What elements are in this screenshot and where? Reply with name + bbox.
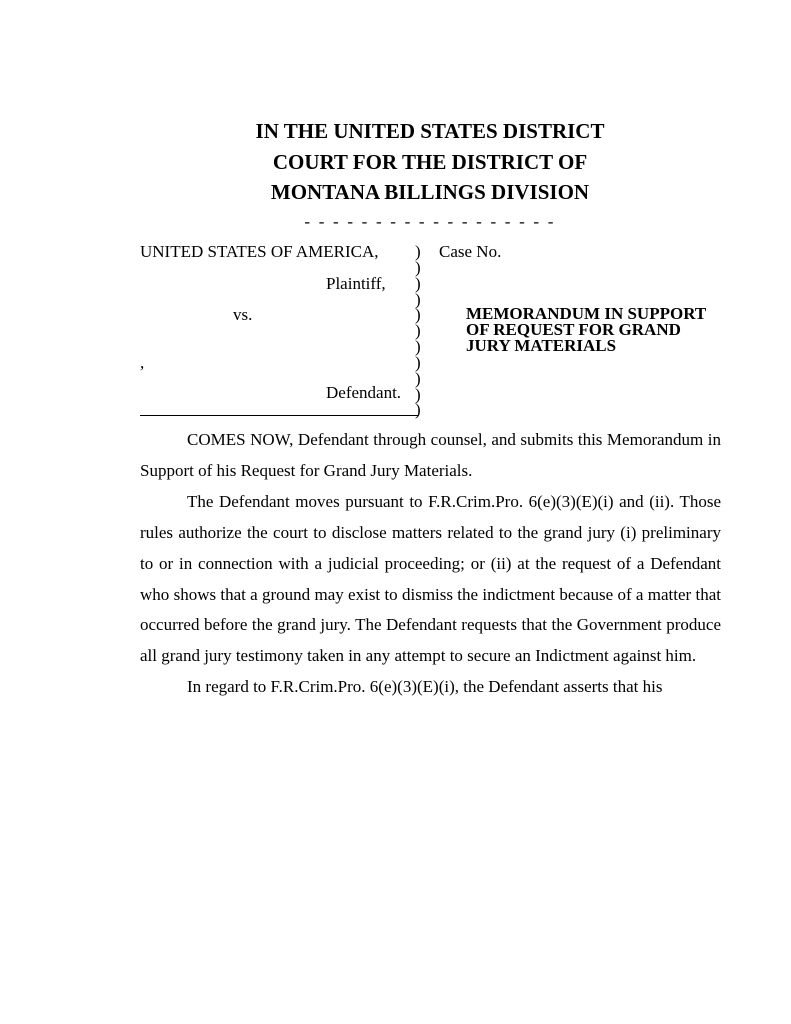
court-heading [140, 116, 720, 208]
document-title-line-3: JURY MATERIALS [466, 336, 617, 355]
court-heading-line-2: COURT FOR THE DISTRICT OF [272, 149, 588, 174]
court-heading-line-1: IN THE UNITED STATES DISTRICT [255, 119, 605, 143]
document-title-line-1: MEMORANDUM IN SUPPORT [466, 304, 707, 323]
heading-separator: - - - - - - - - - - - - - - - - - - [304, 212, 556, 231]
caption-paren: ) [415, 242, 421, 261]
caption-paren: ) [415, 337, 421, 357]
plaintiff-name: UNITED STATES OF AMERICA, [140, 242, 379, 261]
caption-paren: ) [415, 384, 421, 404]
defendant-name: , [140, 353, 145, 372]
caption-paren: ) [415, 368, 421, 388]
caption-underline [140, 415, 418, 416]
case-number-label: Case No. [439, 242, 502, 261]
versus-label: vs. [233, 305, 253, 324]
document-title-line-2: OF REQUEST FOR GRAND [466, 320, 681, 339]
caption-paren: ) [415, 289, 421, 309]
caption-paren: ) [415, 257, 421, 277]
caption-paren: ) [415, 400, 421, 420]
body-paragraph-1: COMES NOW, Defendant through counsel, and submits this Memorandum in Support of his Request for Grand Jury Materials. [140, 430, 721, 480]
caption-paren: ) [415, 273, 421, 293]
memorandum-body [140, 425, 721, 703]
document-title [466, 306, 706, 354]
caption-paren: ) [415, 352, 421, 372]
caption-paren: ) [415, 321, 421, 341]
caption-paren: ) [415, 305, 421, 325]
body-paragraph-2: The Defendant moves pursuant to F.R.Crim.Pro. 6(e)(3)(E)(i) and (ii). Those rules authorize the court to disclose matters related to the grand jury (i) preliminary to or in connection with a judicial proceeding; or (ii) at the request of a Defendant who shows that a ground may exist to dismiss the indictment because of a matter that occurred before the grand jury. The Defendant requests that the Government produce all grand jury testimony taken in any attempt to secure an Indictment against him. [140, 491, 721, 666]
body-paragraph-3: In regard to F.R.Crim.Pro. 6(e)(3)(E)(i), the Defendant asserts that his [187, 677, 663, 697]
court-heading-line-3: MONTANA BILLINGS DIVISION [270, 180, 590, 204]
defendant-label: Defendant. [326, 383, 402, 402]
plaintiff-label: Plaintiff, [326, 274, 386, 293]
caption-parentheses [415, 244, 421, 418]
